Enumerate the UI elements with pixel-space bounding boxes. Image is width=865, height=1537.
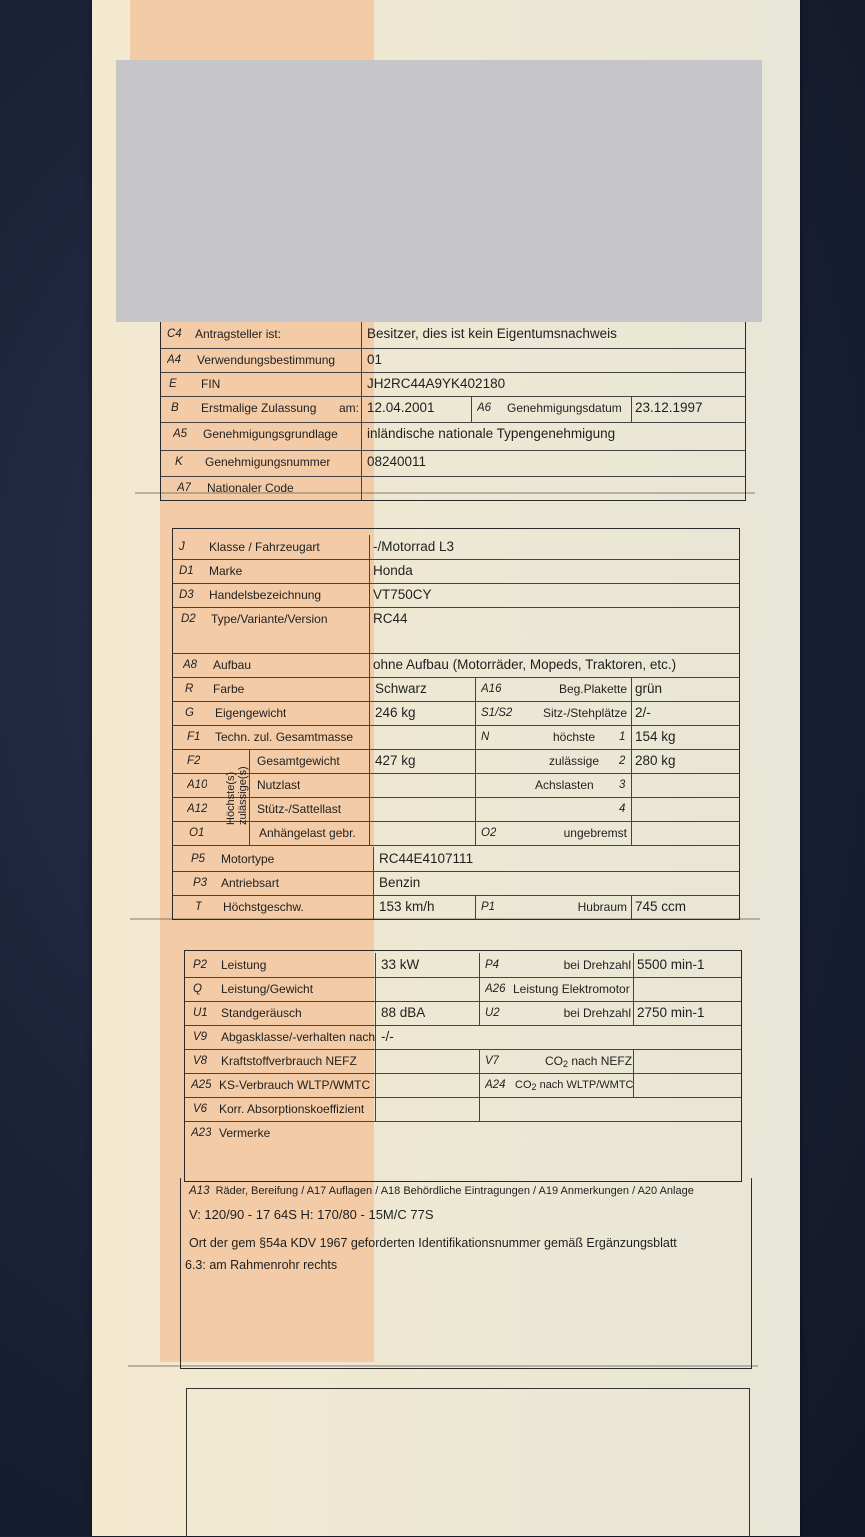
label-2: Beg.Plakette <box>558 682 627 696</box>
remarks-line-3: 6.3: am Rahmenrohr rechts <box>185 1258 338 1272</box>
code-2: S1/S2 <box>481 707 513 719</box>
code-2: A24 <box>485 1079 506 1091</box>
code: U1 <box>193 1007 208 1019</box>
vertical-label-zulaessige: zulässige(s) <box>237 766 249 825</box>
code: C4 <box>167 328 182 340</box>
code: V9 <box>193 1031 208 1043</box>
code: A7 <box>177 482 192 494</box>
label: Handelsbezeichnung <box>209 588 322 602</box>
code: J <box>179 541 185 553</box>
label: Techn. zul. Gesamtmasse <box>215 730 354 744</box>
value-2: 2750 min-1 <box>637 1005 705 1020</box>
row-g <box>173 701 739 726</box>
row-k <box>161 450 745 477</box>
row-p2 <box>185 953 741 978</box>
code: P3 <box>193 877 208 889</box>
bottom-empty-box <box>186 1388 750 1537</box>
value-2: 280 kg <box>635 753 676 768</box>
value: RC44E4107111 <box>379 851 474 866</box>
axle-2: 2 <box>619 755 626 767</box>
remarks-line-2: Ort der gem §54a KDV 1967 geforderten Identifikationsnummer gemäß Ergänzungsblatt <box>189 1236 677 1250</box>
code: A25 <box>191 1079 212 1091</box>
code: F2 <box>187 755 201 767</box>
code-2: V7 <box>485 1055 500 1067</box>
row-r <box>173 677 739 702</box>
row-v6 <box>185 1097 741 1122</box>
code: T <box>195 901 203 913</box>
code: A23 <box>191 1127 212 1139</box>
section-remarks <box>180 1178 752 1369</box>
label-2: Genehmigungsdatum <box>507 401 622 415</box>
row-b <box>161 396 745 423</box>
label: Kraftstoffverbrauch NEFZ <box>221 1054 357 1068</box>
value: 08240011 <box>367 454 427 469</box>
row-a5 <box>161 422 745 451</box>
value: Besitzer, dies ist kein Eigentumsnachweis <box>367 326 617 341</box>
code: A10 <box>187 779 208 791</box>
label: Nutzlast <box>257 778 301 792</box>
row-f1 <box>173 725 739 750</box>
row-a7 <box>161 476 745 500</box>
row-d3 <box>173 583 739 608</box>
axle-4: 4 <box>619 803 626 815</box>
code: R <box>185 683 194 695</box>
row-d2 <box>173 607 739 654</box>
label-2: bei Drehzahl <box>563 958 631 972</box>
value: 88 dBA <box>381 1005 426 1020</box>
code: A5 <box>173 428 188 440</box>
row-a4 <box>161 348 745 373</box>
value: 246 kg <box>375 705 416 720</box>
value: ohne Aufbau (Motorräder, Mopeds, Traktoren, etc.) <box>373 657 677 672</box>
axle-1: 1 <box>619 731 626 743</box>
code-2: A16 <box>481 683 502 695</box>
label: Aufbau <box>213 658 252 672</box>
value-2: 23.12.1997 <box>635 400 703 415</box>
label: Motortype <box>221 852 275 866</box>
value: 427 kg <box>375 753 416 768</box>
row-o1 <box>173 821 739 846</box>
value: 33 kW <box>381 957 420 972</box>
label: Klasse / Fahrzeugart <box>209 540 320 554</box>
value: Schwarz <box>375 681 427 696</box>
code: G <box>185 707 194 719</box>
code: D1 <box>179 565 194 577</box>
value: 12.04.2001 <box>367 400 435 415</box>
row-a25 <box>185 1073 741 1098</box>
value: inländische nationale Typengenehmigung <box>367 426 616 441</box>
label-2: ungebremst <box>563 826 627 840</box>
value: Honda <box>373 563 413 578</box>
label-am: am: <box>339 401 360 415</box>
label-2: bei Drehzahl <box>563 1006 631 1020</box>
label-2: Hubraum <box>577 900 627 914</box>
code-2: U2 <box>485 1007 500 1019</box>
vertical-label-hoechste: Höchste(s) <box>225 771 237 825</box>
redacted-area <box>116 60 762 322</box>
code: D3 <box>179 589 194 601</box>
section-engine <box>184 950 742 1182</box>
label: Antragsteller ist: <box>195 327 282 341</box>
label: Genehmigungsnummer <box>205 455 331 469</box>
value-2: grün <box>635 681 663 696</box>
label: Leistung/Gewicht <box>221 982 314 996</box>
code: B <box>171 402 179 414</box>
row-p5 <box>173 847 739 872</box>
section-applicant <box>160 322 746 501</box>
label: Vermerke <box>219 1126 271 1140</box>
code: Q <box>193 983 202 995</box>
code-2: P4 <box>485 959 500 971</box>
remarks-line-1: V: 120/90 - 17 64S H: 170/80 - 15M/C 77S <box>189 1207 434 1222</box>
label: Nationaler Code <box>207 481 294 495</box>
row-v9 <box>185 1025 741 1050</box>
label: FIN <box>201 377 221 391</box>
row-c4 <box>161 322 745 349</box>
row-a12 <box>173 797 739 822</box>
row-j <box>173 535 739 560</box>
label: Stütz-/Sattellast <box>257 802 342 816</box>
label: Gesamtgewicht <box>257 754 340 768</box>
label: Genehmigungsgrundlage <box>203 427 338 441</box>
code: A12 <box>187 803 208 815</box>
row-t <box>173 895 739 919</box>
code: A8 <box>183 659 198 671</box>
value-2: 2/- <box>635 705 651 720</box>
value-2: 745 ccm <box>635 899 687 914</box>
label-2: $CO_2$ nach NEFZ <box>545 1054 633 1069</box>
label: Type/Variante/Version <box>211 612 328 626</box>
label-2: zulässige <box>549 754 600 768</box>
row-a8 <box>173 653 739 678</box>
code: O1 <box>189 827 205 839</box>
value-2: 154 kg <box>635 729 676 744</box>
code: A4 <box>167 354 182 366</box>
value: JH2RC44A9YK402180 <box>367 376 506 391</box>
label: Anhängelast gebr. <box>259 826 356 840</box>
label: Standgeräusch <box>221 1006 302 1020</box>
label: Leistung <box>221 958 267 972</box>
label: KS-Verbrauch WLTP/WMTC <box>219 1078 371 1092</box>
label: Farbe <box>213 682 245 696</box>
label: Verwendungsbestimmung <box>197 353 336 367</box>
row-d1 <box>173 559 739 584</box>
code: P5 <box>191 853 206 865</box>
code-2: O2 <box>481 827 497 839</box>
value: VT750CY <box>373 587 432 602</box>
row-v8 <box>185 1049 741 1074</box>
label: Marke <box>209 564 243 578</box>
row-a10 <box>173 773 739 798</box>
value: RC44 <box>373 611 408 626</box>
code-2: N <box>481 731 490 743</box>
code: F1 <box>187 731 201 743</box>
code-2: A6 <box>477 402 492 414</box>
remarks-header: A13 Räder, Bereifung / A17 Auflagen / A18 Behördliche Eintragungen / A19 Anmerkungen / A20 Anlage <box>189 1185 694 1197</box>
label: Korr. Absorptionskoeffizient <box>219 1102 365 1116</box>
code: P2 <box>193 959 208 971</box>
value: 01 <box>367 352 383 367</box>
code: E <box>169 378 177 390</box>
label-2: Leistung Elektromotor <box>513 982 630 996</box>
value: Benzin <box>379 875 421 890</box>
label-2: Sitz-/Stehplätze <box>542 706 627 720</box>
code-2: A26 <box>485 983 506 995</box>
row-q <box>185 977 741 1002</box>
row-e <box>161 372 745 397</box>
orange-strip-top <box>130 0 374 60</box>
label: Höchstgeschw. <box>223 900 304 914</box>
label-2: $CO_2$ nach WLTP/WMTC <box>515 1079 634 1092</box>
code: K <box>175 456 183 468</box>
label-2: höchste <box>553 730 596 744</box>
label: Abgasklasse/-verhalten nach <box>221 1030 376 1044</box>
section-vehicle <box>172 528 740 920</box>
label: Eigengewicht <box>215 706 287 720</box>
row-u1 <box>185 1001 741 1026</box>
code: V6 <box>193 1103 208 1115</box>
label-2: Achslasten <box>535 778 594 792</box>
label: Antriebsart <box>221 876 280 890</box>
value-2: 5500 min-1 <box>637 957 705 972</box>
value: 153 km/h <box>379 899 435 914</box>
row-a23 <box>185 1121 741 1179</box>
value: -/Motorrad L3 <box>373 539 455 554</box>
code: V8 <box>193 1055 208 1067</box>
code-2: P1 <box>481 901 496 913</box>
code: D2 <box>181 613 196 625</box>
row-f2 <box>173 749 739 774</box>
row-p3 <box>173 871 739 896</box>
label: Erstmalige Zulassung <box>201 401 317 415</box>
value: -/- <box>381 1029 394 1044</box>
axle-3: 3 <box>619 779 626 791</box>
